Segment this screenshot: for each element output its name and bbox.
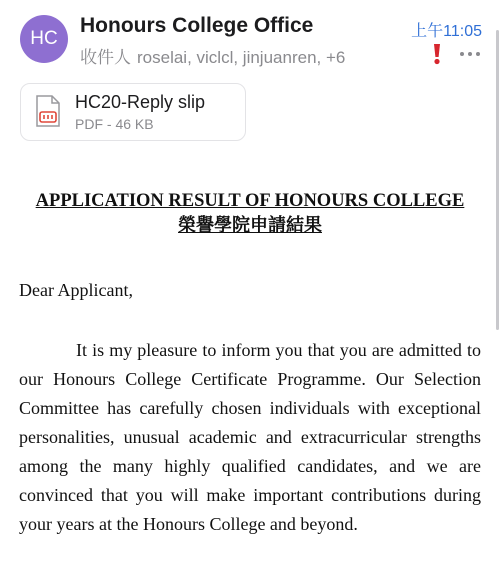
ellipsis-icon[interactable] — [459, 50, 481, 58]
exclamation-icon — [432, 43, 442, 65]
attachment-meta: PDF - 46 KB — [75, 116, 154, 132]
letter-title-chinese: 榮譽學院申請結果 — [178, 215, 322, 236]
received-time: 上午11:05 — [411, 23, 482, 40]
pdf-file-icon — [35, 95, 61, 127]
letter-title: APPLICATION RESULT OF HONOURS COLLEGE — [35, 191, 465, 211]
recipients-list: roselai, viclcl, jinjuanren, +6 — [137, 48, 346, 67]
scrollbar[interactable] — [496, 30, 499, 330]
sender-avatar[interactable]: HC — [20, 15, 68, 63]
letter-paragraph: It is my pleasure to inform you that you are admitted to our Honours College Certificate Programme. Our Selection Committee has carefully chosen individuals with exceptional personalities, unusual academic and extracurricular strengths among the many highly qualified candidates, and we are convinced that you will make important contributions during your years at the Honours College and beyond. — [19, 340, 481, 534]
recipients-line[interactable] — [80, 43, 345, 68]
letter-greeting: Dear Applicant, — [19, 280, 133, 300]
recipients-label: 收件人 — [80, 48, 131, 67]
attachment-card[interactable] — [20, 83, 246, 141]
attachment-name: HC20-Reply slip — [75, 92, 206, 112]
sender-name[interactable]: Honours College Office — [80, 14, 314, 37]
letter-body — [19, 188, 481, 539]
email-header — [0, 0, 500, 80]
